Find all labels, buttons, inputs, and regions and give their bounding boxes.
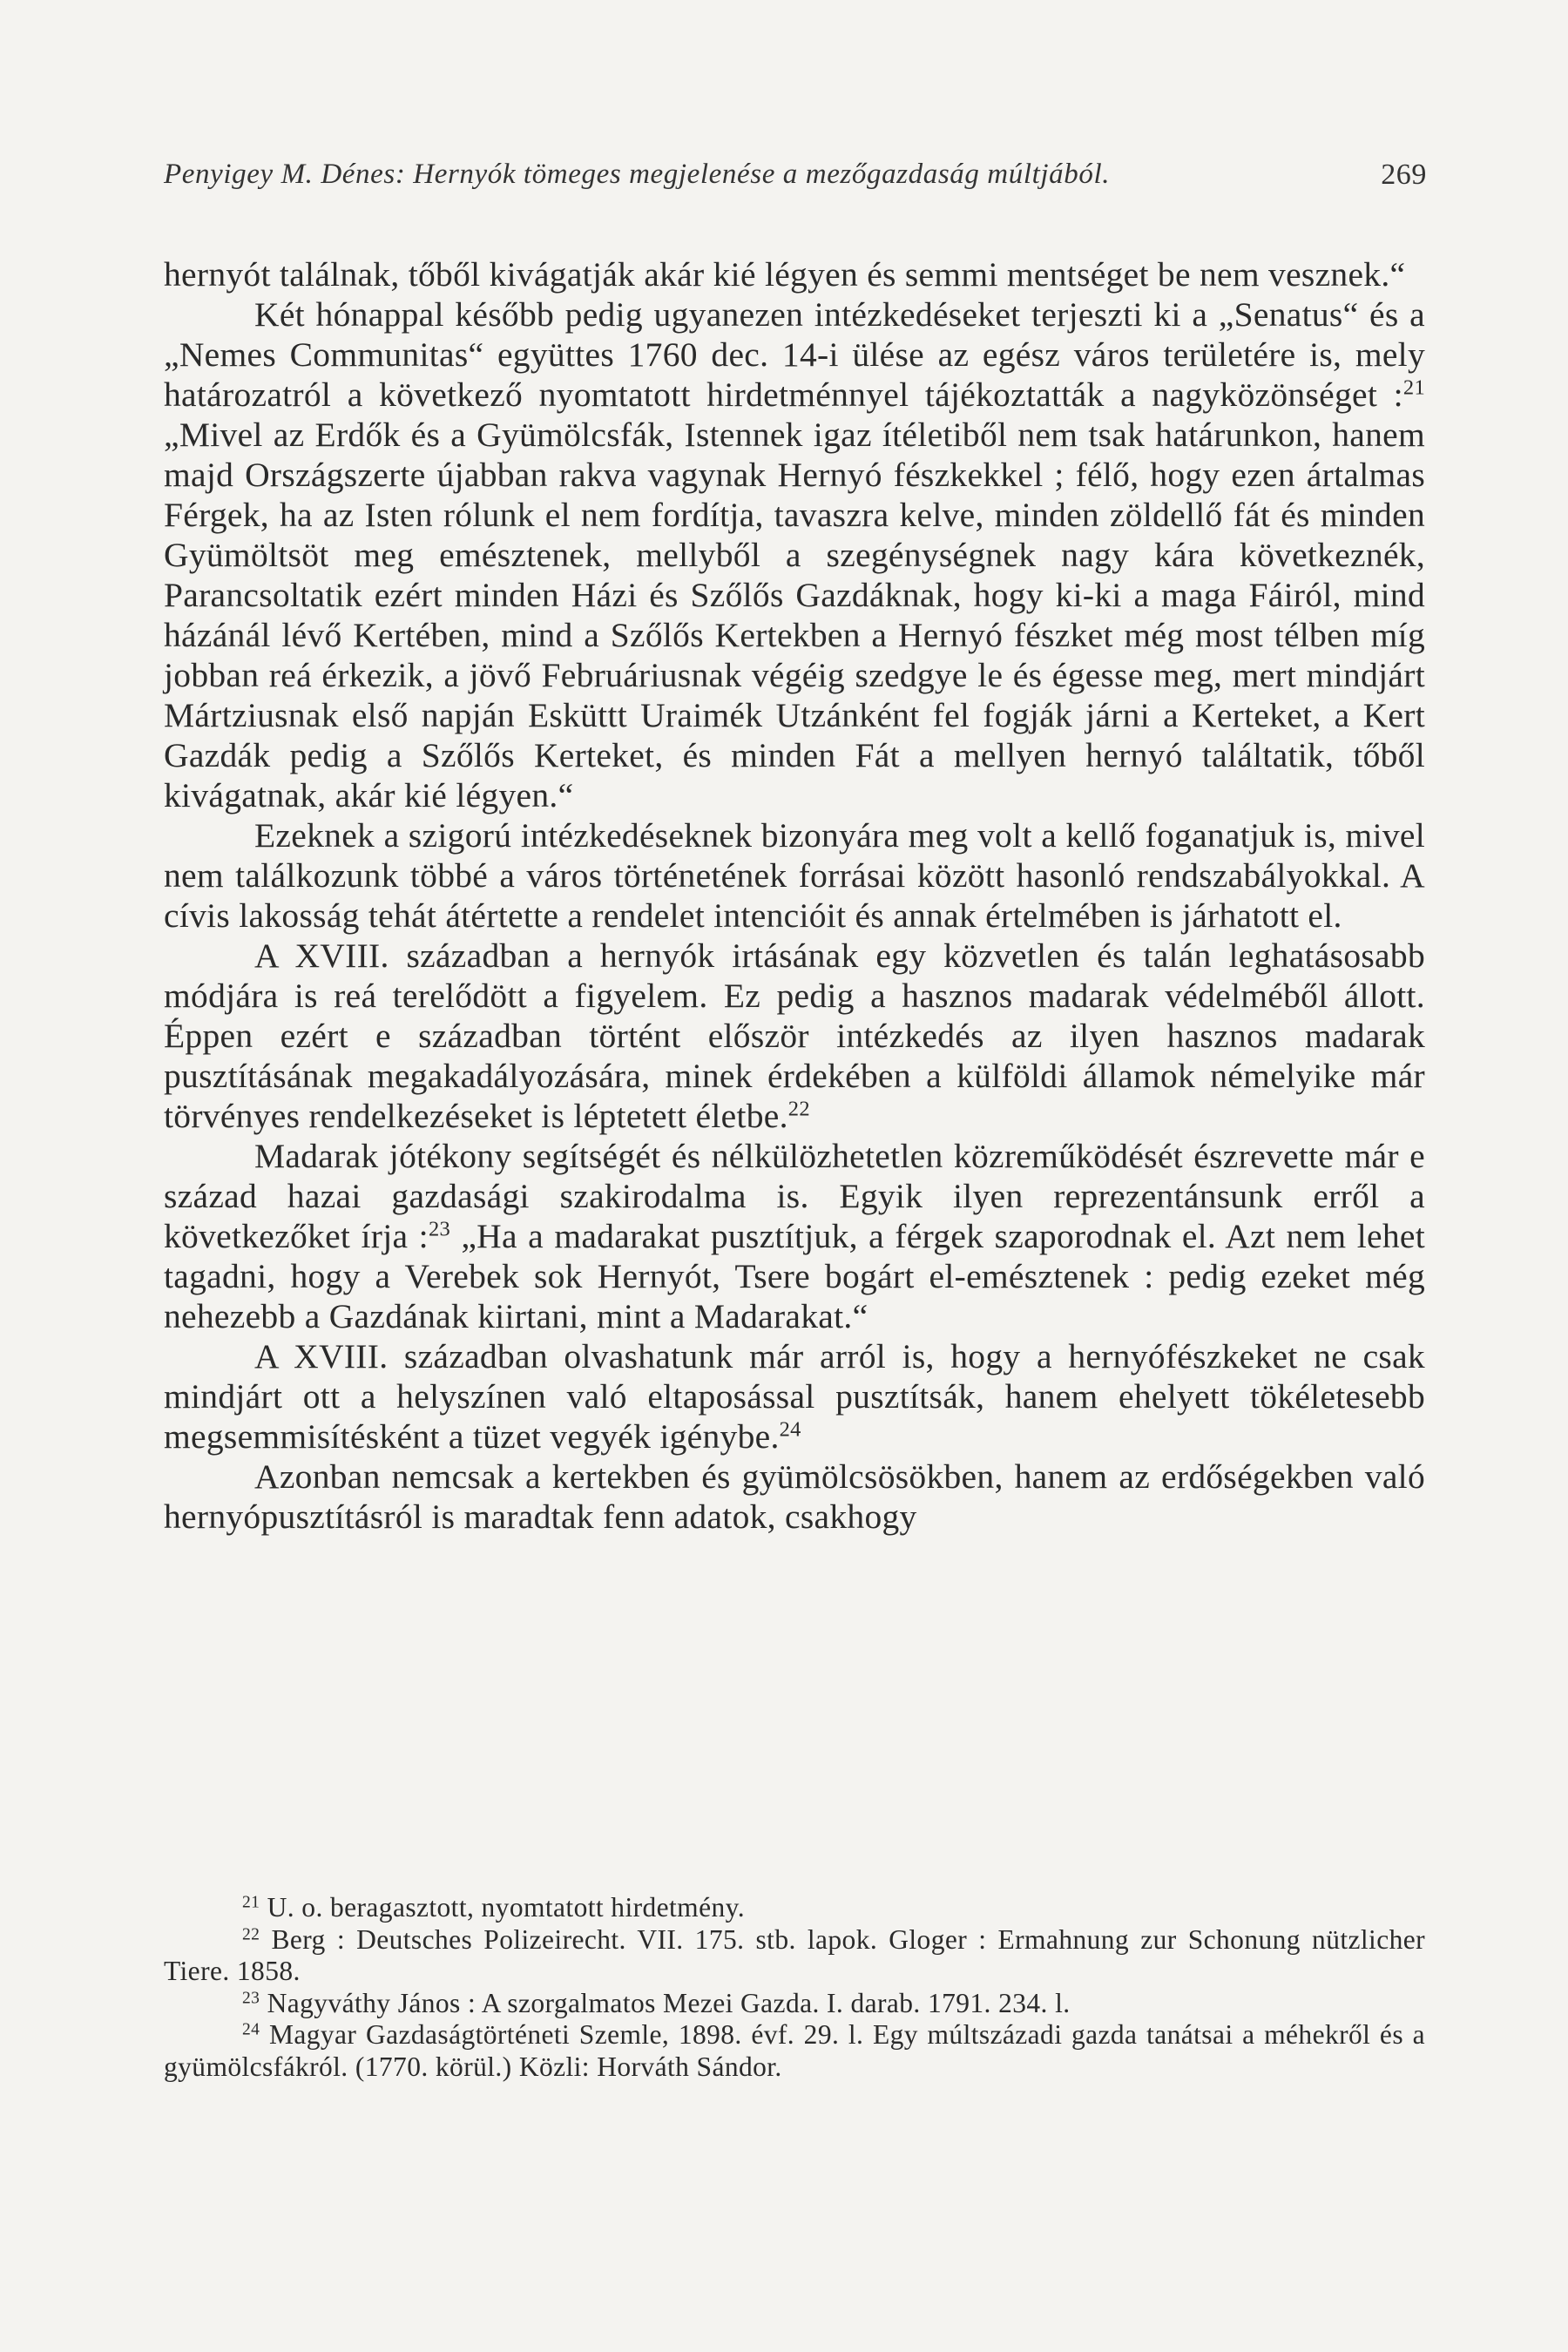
footnote-text: Magyar Gazdaságtörténeti Szemle, 1898. évf. 29. l. Egy múltszázadi gazda tanátsai a méhekről és a gyümölcsfákról. (1770. körül.) Közli: Horváth Sándor. [164, 2019, 1425, 2082]
running-head-title: Penyigey M. Dénes: Hernyók tömeges megjelenése a mezőgazdaság múltjából. [164, 159, 1111, 190]
paragraph-text: „Ha a madarakat pusztítjuk, a férgek szaporodnak el. Azt nem lehet tagadni, hogy a Verebek sok Hernyót, Tsere bogárt el-emésztenek : pedig ezeket még nehezebb a Gazdának kiirtani, mint a Madarakat.“ [164, 1217, 1425, 1335]
footnote-number: 23 [242, 1988, 260, 2007]
paragraph-text: Ezeknek a szigorú intézkedéseknek bizonyára meg volt a kellő foganatjuk is, mivel nem találkozunk többé a város történetének forrásai között hasonló rendszabályokkal. A cívis lakosság tehát átértette a rendelet intencióit és annak értelmében is járhatott el. [164, 816, 1425, 935]
body-paragraph [164, 254, 1425, 294]
footnote-24 [164, 2019, 1425, 2083]
footnote-number: 24 [242, 2020, 260, 2039]
footnote-23 [164, 1988, 1425, 2020]
footnote-reference: 23 [428, 1217, 451, 1241]
footnote-reference: 21 [1402, 375, 1425, 400]
footnote-number: 22 [242, 1924, 260, 1943]
body-paragraph [164, 936, 1425, 1136]
footnote-reference: 22 [787, 1097, 810, 1121]
body-paragraph [164, 294, 1425, 815]
footnote-text: Berg : Deutsches Polizeirecht. VII. 175. stb. lapok. Gloger : Ermahnung zur Schonung nützlicher Tiere. 1858. [164, 1923, 1425, 1986]
paragraph-text: A XVIII. században a hernyók irtásának egy közvetlen és talán leghatásosabb módjára is reá terelődött a figyelem. Ez pedig a hasznos madarak védelméből állott. Éppen ezért e században történt először intézkedés az ilyen hasznos madarak pusztításának megakadályozására, minek érdekében a külföldi államok némelyike már törvényes rendelkezéseket is léptetett életbe. [164, 936, 1425, 1135]
footnote-text: Nagyváthy János : A szorgalmatos Mezei Gazda. I. darab. 1791. 234. l. [260, 1987, 1071, 2018]
running-head [164, 159, 1427, 202]
paragraph-text: „Mivel az Erdők és a Gyümölcsfák, Istennek igaz ítéletiből nem tsak határunkon, hanem majd Országszerte újabban rakva vagynak Hernyó fészkekkel ; félő, hogy ezen ártalmas Férgek, ha az Isten rólunk el nem fordítja, tavaszra kelve, minden zöldellő fát és minden Gyümöltsöt meg emésztenek, mellyből a szegénységnek nagy kára következnék, Parancsoltatik ezért minden Házi és Szőlős Gazdáknak, hogy ki-ki a maga Fáiról, mind házánál lévő Kertében, mind a Szőlős Kertekben a Hernyó fészket még most télben míg jobban reá érkezik, a jövő Februáriusnak végéig szedgye le és égesse meg, mert mindjárt Mártziusnak első napján Esküttt Uraimék Utzánként fel fogják járni a Kerteket, a Kert Gazdák pedig a Szőlős Kerteket, és minden Fát a mellyen hernyó találtatik, tőből kivágatnak, akár kié légyen.“ [164, 416, 1425, 814]
body-paragraph [164, 1336, 1425, 1456]
body-paragraph [164, 1136, 1425, 1336]
footnote-number: 21 [242, 1893, 260, 1912]
paragraph-text: hernyót találnak, tőből kivágatják akár kié légyen és semmi mentséget be nem vesznek.“ [164, 255, 1406, 294]
body-paragraph [164, 1456, 1425, 1537]
body-paragraph [164, 815, 1425, 936]
paragraph-text: Két hónappal később pedig ugyanezen intézkedéseket terjeszti ki a „Senatus“ és a „Nemes Communitas“ együttes 1760 dec. 14-i ülése az egész város területére is, mely határozatról a következő nyomtatott hirdetménnyel tájékoztatták a nagyközönséget : [164, 295, 1425, 414]
footnotes [164, 1892, 1425, 2083]
body-text [164, 254, 1425, 1537]
footnote-22 [164, 1924, 1425, 1988]
footnote-reference: 24 [779, 1417, 801, 1442]
paragraph-text: Madarak jótékony segítségét és nélkülözhetetlen közreműködését észrevette már e század hazai gazdasági szakirodalma is. Egyik ilyen reprezentánsunk erről a következőket írja : [164, 1137, 1425, 1255]
footnote-text: U. o. beragasztott, nyomtatott hirdetmény. [260, 1892, 745, 1923]
paragraph-text: A XVIII. században olvashatunk már arról is, hogy a hernyófészkeket ne csak mindjárt ott a helyszínen való eltaposással pusztítsák, hanem ehelyett tökéletesebb megsemmisítésként a tüzet vegyék igénybe. [164, 1337, 1425, 1456]
footnote-21 [164, 1892, 1425, 1924]
page-number: 269 [1381, 159, 1427, 191]
paragraph-text: Azonban nemcsak a kertekben és gyümölcsösökben, hanem az erdőségekben való hernyópusztításról is maradtak fenn adatok, csakhogy [164, 1457, 1425, 1536]
